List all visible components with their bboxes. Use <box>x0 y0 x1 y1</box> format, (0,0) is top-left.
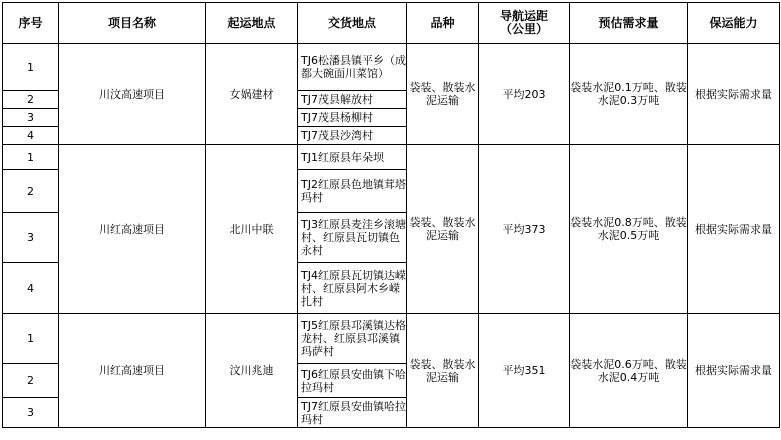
header-variety: 品种 <box>407 3 479 44</box>
destination: TJ7红原县安曲镇哈拉玛村 <box>298 398 407 428</box>
project-name: 川汶高速项目 <box>59 44 206 145</box>
capacity: 根据实际需求量 <box>688 314 780 428</box>
table-row <box>3 145 780 170</box>
demand: 袋装水泥0.1万吨、散装水泥0.3万吨 <box>570 44 688 145</box>
row-index: 3 <box>3 398 59 428</box>
demand: 袋装水泥0.8万吨、散装水泥0.5万吨 <box>570 145 688 314</box>
row-index: 2 <box>3 364 59 398</box>
header-capacity: 保运能力 <box>688 3 780 44</box>
header-index: 序号 <box>3 3 59 44</box>
distance: 平均373 <box>479 145 570 314</box>
destination: TJ6红原县安曲镇下哈拉玛村 <box>298 364 407 398</box>
row-index: 1 <box>3 44 59 91</box>
variety: 袋装、散装水泥运输 <box>407 145 479 314</box>
destination: TJ4红原县瓦切镇达嵘村、红原县阿木乡嵘扎村 <box>298 263 407 314</box>
header-row <box>3 3 780 44</box>
destination: TJ6松潘县镇平乡（成都大碗面川菜馆） <box>298 44 407 91</box>
row-index: 1 <box>3 145 59 170</box>
variety: 袋装、散装水泥运输 <box>407 314 479 428</box>
row-index: 4 <box>3 263 59 314</box>
destination: TJ5红原县邛溪镇达格龙村、红原县邛溪镇玛萨村 <box>298 314 407 364</box>
row-index: 3 <box>3 213 59 263</box>
row-index: 2 <box>3 91 59 109</box>
transport-table <box>2 2 780 428</box>
destination: TJ2红原县色地镇茸塔玛村 <box>298 170 407 213</box>
project-name: 川红高速项目 <box>59 145 206 314</box>
destination: TJ7茂县杨柳村 <box>298 109 407 127</box>
table-row <box>3 314 780 364</box>
destination: TJ1红原县年朵坝 <box>298 145 407 170</box>
header-origin: 起运地点 <box>206 3 298 44</box>
capacity: 根据实际需求量 <box>688 44 780 145</box>
row-index: 3 <box>3 109 59 127</box>
destination: TJ7茂县沙湾村 <box>298 127 407 145</box>
origin: 汶川兆迪 <box>206 314 298 428</box>
origin: 女娲建材 <box>206 44 298 145</box>
distance: 平均203 <box>479 44 570 145</box>
origin: 北川中联 <box>206 145 298 314</box>
destination: TJ3红原县麦洼乡滚塘村、红原县瓦切镇色永村 <box>298 213 407 263</box>
header-distance: 导航运距 （公里） <box>479 3 570 44</box>
capacity: 根据实际需求量 <box>688 145 780 314</box>
variety: 袋装、散装水泥运输 <box>407 44 479 145</box>
row-index: 1 <box>3 314 59 364</box>
header-demand: 预估需求量 <box>570 3 688 44</box>
table-row <box>3 44 780 91</box>
row-index: 2 <box>3 170 59 213</box>
header-project: 项目名称 <box>59 3 206 44</box>
demand: 袋装水泥0.6万吨、散装水泥0.4万吨 <box>570 314 688 428</box>
header-destination: 交货地点 <box>298 3 407 44</box>
project-name: 川红高速项目 <box>59 314 206 428</box>
row-index: 4 <box>3 127 59 145</box>
distance: 平均351 <box>479 314 570 428</box>
destination: TJ7茂县解放村 <box>298 91 407 109</box>
